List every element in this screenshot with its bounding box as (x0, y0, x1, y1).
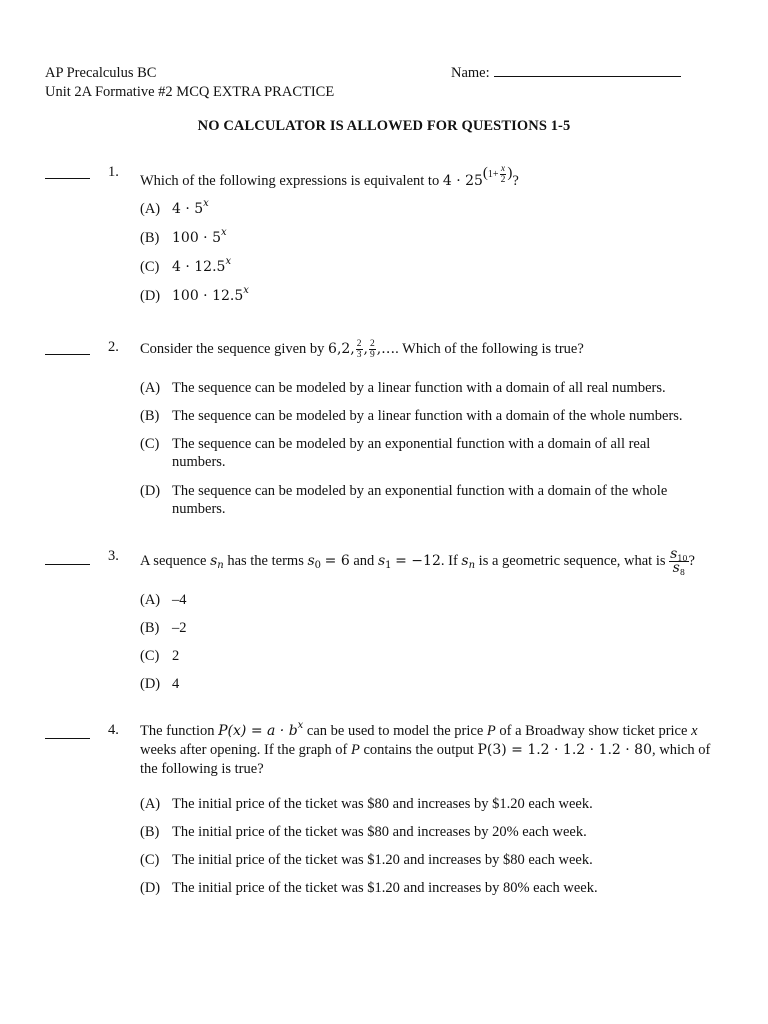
assignment-title: Unit 2A Formative #2 MCQ EXTRA PRACTICE (45, 84, 335, 100)
course-title: AP Precalculus BC (45, 65, 157, 81)
question-stem: A sequence $s_n$ has the terms $s_0 = 6$ and $s_1 = -12$. If $s_n$ is a geometric sequence, what is $\frac{s_{10}}{s_8}$ ? (140, 546, 695, 577)
answer-blank-4[interactable] (45, 738, 90, 739)
choice-d[interactable]: (D) The sequence can be modeled by an exponential function with a domain of the whole numbers. (140, 483, 668, 517)
choice-a[interactable]: (A) The initial price of the ticket was $80 and increases by $1.20 each week. (140, 796, 593, 812)
choice-b[interactable]: (B) –2 (140, 620, 187, 636)
stem-exponent: (1+ $\frac{x}{2}$ ) (482, 164, 513, 185)
answer-blank-2[interactable] (45, 354, 90, 355)
choice-a[interactable]: (A) $4 \cdot 5^x$ (140, 198, 209, 217)
name-line[interactable] (494, 64, 681, 77)
header-left (45, 64, 334, 102)
question-number: 2. (108, 339, 119, 355)
question-stem: Which of the following expressions is equivalent to 4 · 25(1+ $\frac{x}{2}$ )? (140, 164, 519, 189)
ratio-fraction: $\frac{s_{10}}{s_8}$ (670, 546, 688, 577)
choice-a[interactable]: (A) –4 (140, 592, 187, 608)
choice-b[interactable]: (B) $100 \cdot 5^x$ (140, 227, 227, 246)
choice-b[interactable]: (B) The initial price of the ticket was $80 and increases by 20% each week. (140, 824, 587, 840)
choice-c[interactable]: (C) 2 (140, 648, 180, 664)
question-number: 1. (108, 164, 119, 180)
choice-d[interactable]: (D) The initial price of the ticket was $1.20 and increases by 80% each week. (140, 880, 598, 896)
choice-b[interactable]: (B) The sequence can be modeled by a linear function with a domain of the whole numbers. (140, 408, 683, 424)
name-label: Name: (451, 65, 490, 81)
answer-blank-3[interactable] (45, 564, 90, 565)
calculator-banner: NO CALCULATOR IS ALLOWED FOR QUESTIONS 1-5 (197, 118, 571, 134)
choice-d[interactable]: (D) $100 \cdot 12.5^x$ (140, 285, 249, 304)
question-number: 3. (108, 548, 119, 564)
choice-d[interactable]: (D) 4 (140, 676, 180, 692)
choice-c[interactable]: (C) The initial price of the ticket was $1.20 and increases by $80 each week. (140, 852, 593, 868)
choice-c[interactable]: (C) $4 \cdot 12.5^x$ (140, 256, 232, 275)
stem-math: 4 · 25 (442, 172, 483, 189)
question-number: 4. (108, 722, 119, 738)
answer-blank-1[interactable] (45, 178, 90, 179)
question-stem: The function $P(x) = a \cdot b^x$ can be used to model the price P of a Broadway show ticket price x weeks after opening. If the graph of P contains the output P(3) = 1.2 · 1.2 · 1.2 · 80, which of the following is true? (140, 720, 711, 777)
question-stem: Consider the sequence given by 6,2, $\frac{2}{3}$ , $\frac{2}{9}$ ,…. Which of the following is true? (140, 339, 584, 360)
name-field[interactable] (451, 64, 681, 82)
choice-c[interactable]: (C) The sequence can be modeled by an exponential function with a domain of all real numbers. (140, 436, 651, 470)
choice-a[interactable]: (A) The sequence can be modeled by a linear function with a domain of all real numbers. (140, 380, 666, 396)
